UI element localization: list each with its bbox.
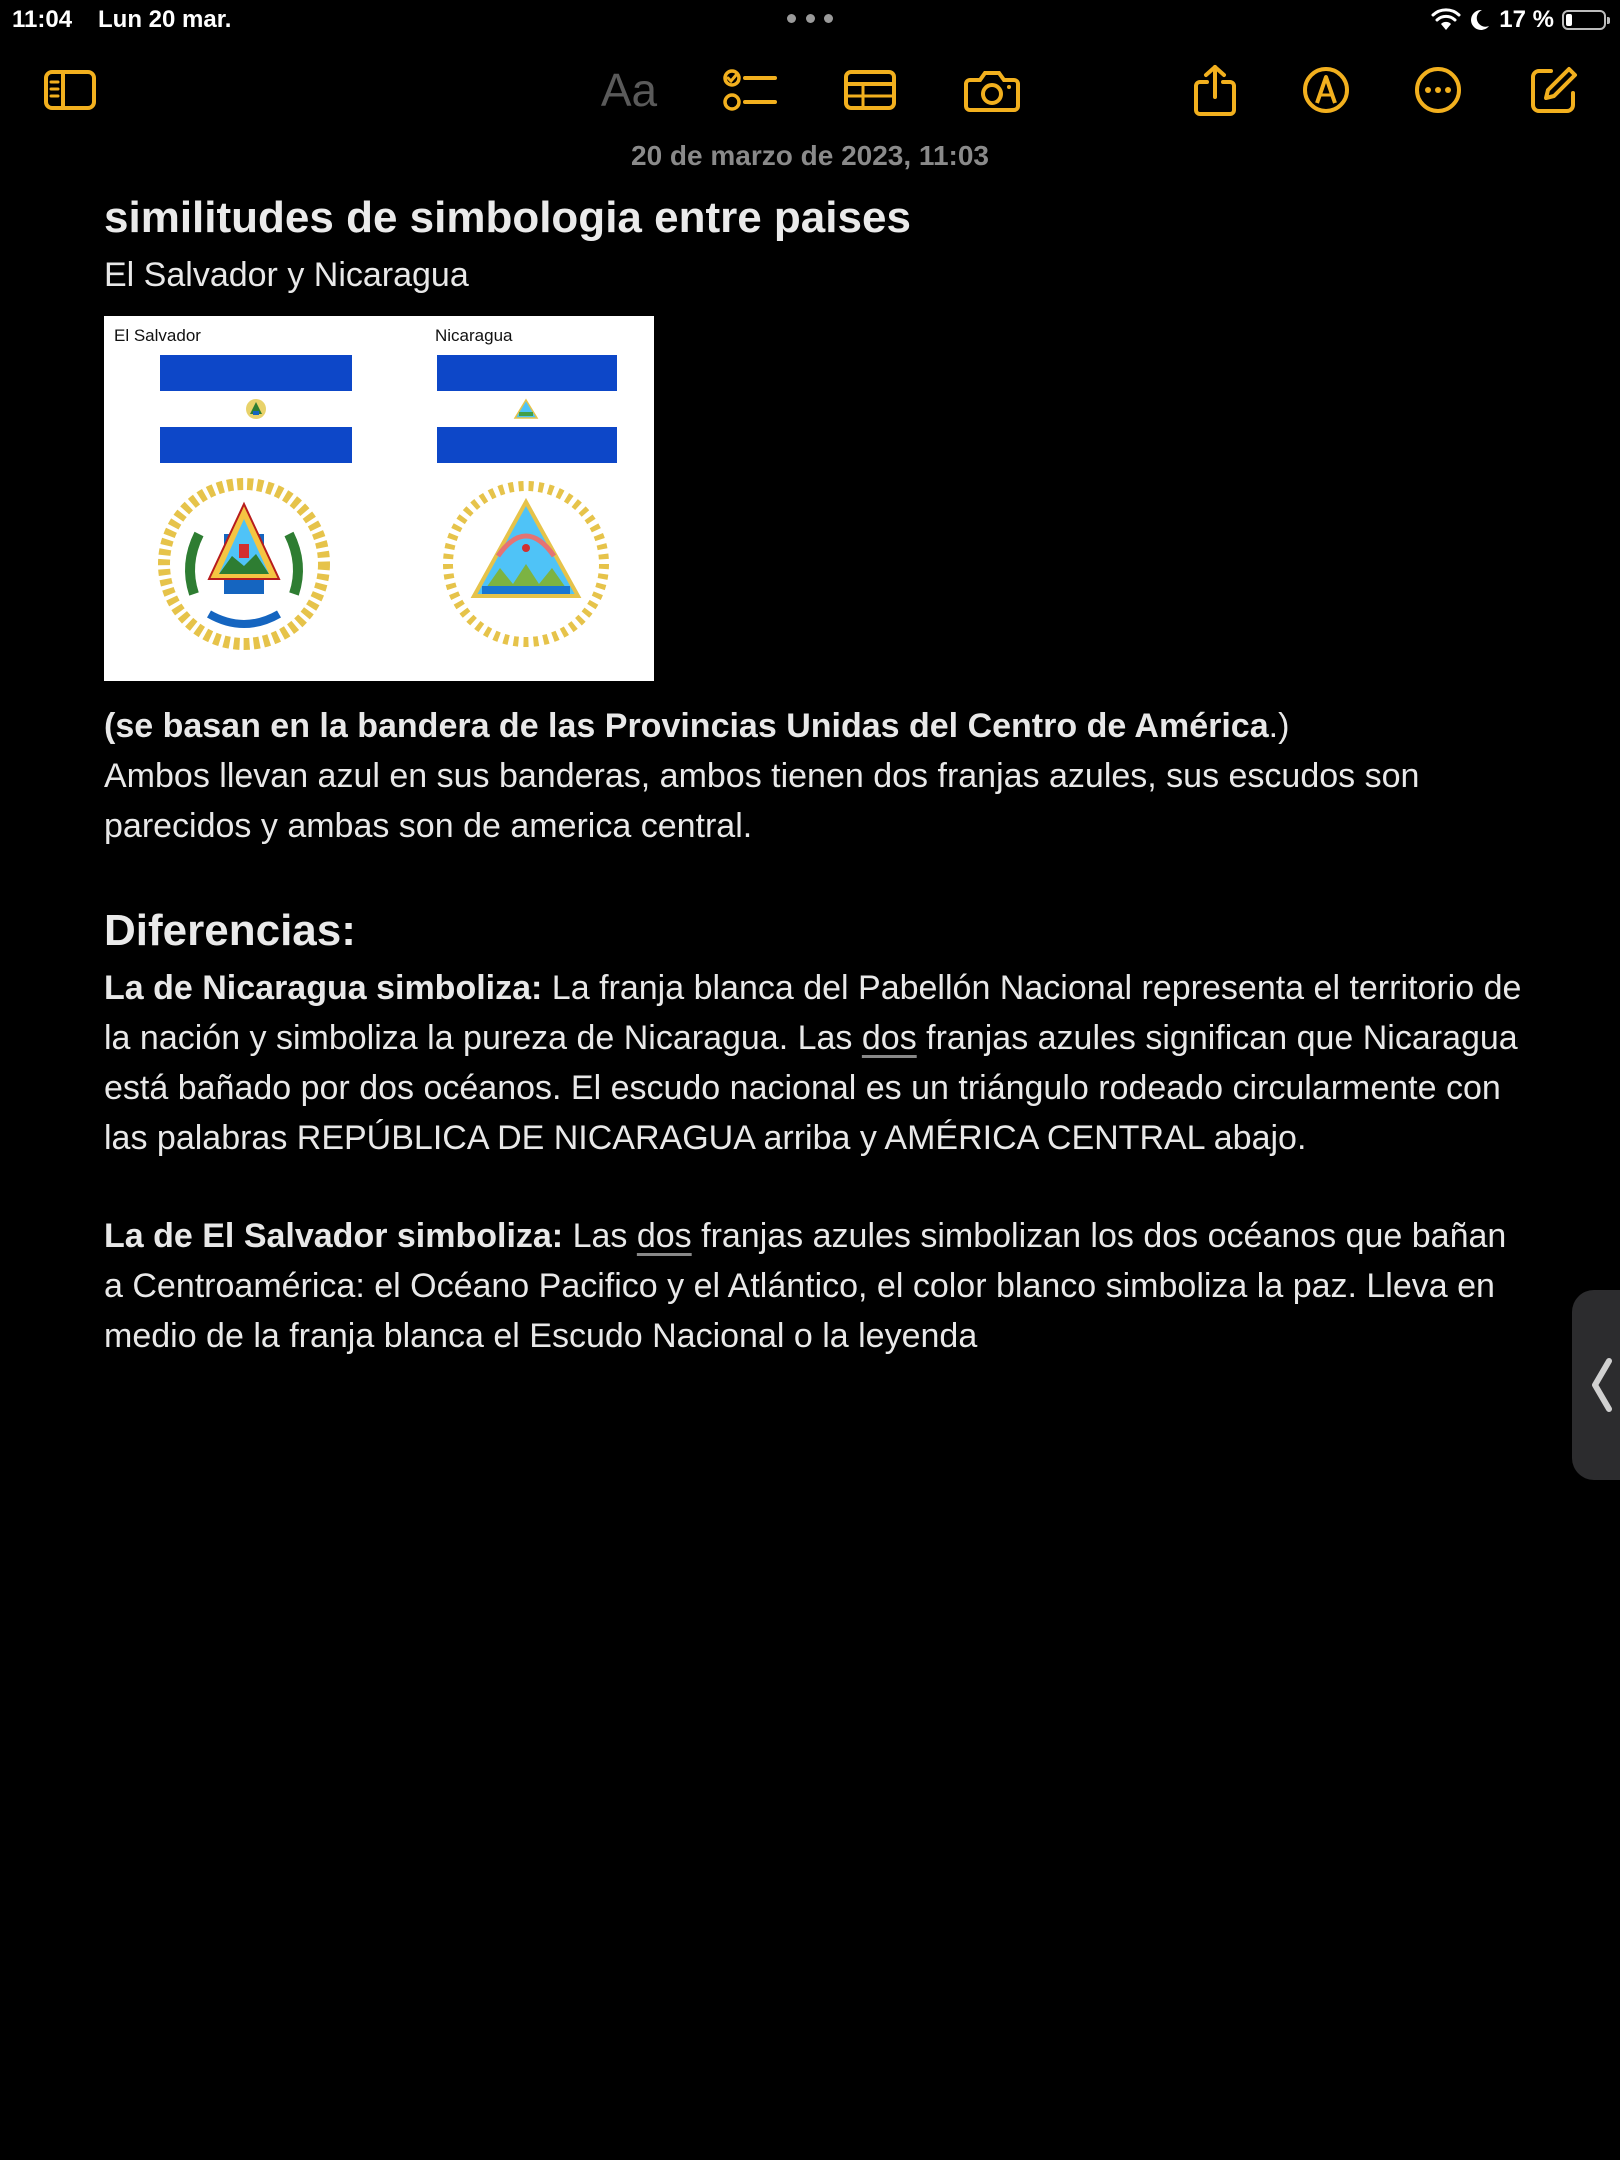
image-label-nicaragua: Nicaragua: [435, 326, 513, 345]
similarities-paragraph: Ambos llevan azul en sus banderas, ambos tienen dos franjas azules, sus escudos son parecidos y ambas son de america central.: [104, 757, 1420, 845]
share-icon: [1192, 64, 1238, 116]
checklist-icon: [723, 67, 777, 113]
nicaragua-coat-of-arms-icon: [438, 476, 614, 652]
nicaragua-label: La de Nicaragua simboliza:: [104, 969, 543, 1007]
multitasking-dots-icon[interactable]: [787, 14, 833, 24]
flags-image[interactable]: [104, 316, 654, 681]
sidebar-toggle-button[interactable]: [40, 62, 100, 118]
table-icon: [843, 69, 897, 111]
basis-end: .): [1268, 707, 1290, 745]
table-button[interactable]: [840, 62, 900, 118]
ellipsis-circle-icon: [1413, 65, 1463, 115]
note-subtitle: El Salvador y Nicaragua: [104, 256, 469, 294]
nicaragua-flag-emblem-icon: [513, 397, 539, 421]
basis-paragraph: [104, 701, 1524, 751]
new-note-button[interactable]: [1524, 62, 1584, 118]
status-bar: [0, 0, 1620, 40]
side-panel-handle[interactable]: [1572, 1290, 1620, 1480]
differences-heading: Diferencias:: [104, 906, 356, 955]
status-indicators: [1431, 4, 1606, 36]
el-salvador-underlined-word[interactable]: dos: [636, 1217, 692, 1255]
status-date: Lun 20 mar.: [98, 6, 232, 33]
el-salvador-paragraph: [104, 1211, 1524, 1361]
checklist-button[interactable]: [720, 62, 780, 118]
compose-icon: [1529, 65, 1579, 115]
note-date: 20 de marzo de 2023, 11:03: [631, 140, 989, 171]
note-body[interactable]: [104, 188, 1524, 1361]
el-salvador-coat-of-arms-icon: [154, 474, 334, 654]
el-salvador-text-a: Las: [563, 1217, 637, 1255]
more-options-button[interactable]: [1408, 62, 1468, 118]
nicaragua-paragraph: [104, 963, 1524, 1163]
el-salvador-text-b: franjas azules simbolizan los dos océanos que bañan a Centroamérica: el Océano Pacifico y el Atlántico, el color blanco simboliza la paz. Lleva en medio de la franja blanca el Escudo Nacional o la leyenda: [104, 1217, 1507, 1355]
nicaragua-underlined-word[interactable]: dos: [861, 1019, 917, 1057]
basis-text: (se basan en la bandera de las Provincias Unidas del Centro de América: [104, 707, 1269, 745]
camera-button[interactable]: [962, 62, 1022, 118]
el-salvador-flag: [160, 355, 352, 463]
moon-icon: [1469, 8, 1491, 32]
el-salvador-flag-emblem-icon: [244, 397, 268, 421]
status-time: 11:04: [12, 6, 73, 33]
el-salvador-label: La de El Salvador simboliza:: [104, 1217, 564, 1255]
format-button[interactable]: Aa: [600, 64, 658, 116]
nicaragua-text-a: La franja blanca del Pabellón Nacional representa el territorio de la nación y simboliza la pureza de Nicaragua. Las: [104, 969, 1522, 1057]
nicaragua-flag: [437, 355, 617, 463]
note-title: similitudes de simbologia entre paises: [104, 193, 911, 242]
markup-button[interactable]: [1296, 62, 1356, 118]
chevron-left-icon: [1587, 1355, 1617, 1415]
sidebar-icon: [43, 69, 97, 111]
image-label-el-salvador: El Salvador: [114, 326, 201, 345]
camera-icon: [964, 68, 1020, 112]
wifi-icon: [1431, 8, 1461, 32]
battery-icon: [1562, 10, 1606, 30]
markup-pen-icon: [1301, 65, 1351, 115]
nicaragua-text-b: franjas azules significan que Nicaragua está bañado por dos océanos. El escudo nacional es un triángulo rodeado circularmente con las palabras REPÚBLICA DE NICARAGUA arriba y AMÉRICA CENTRAL abajo.: [104, 1019, 1518, 1157]
battery-percentage: 17 %: [1499, 6, 1554, 33]
share-button[interactable]: [1185, 62, 1245, 118]
